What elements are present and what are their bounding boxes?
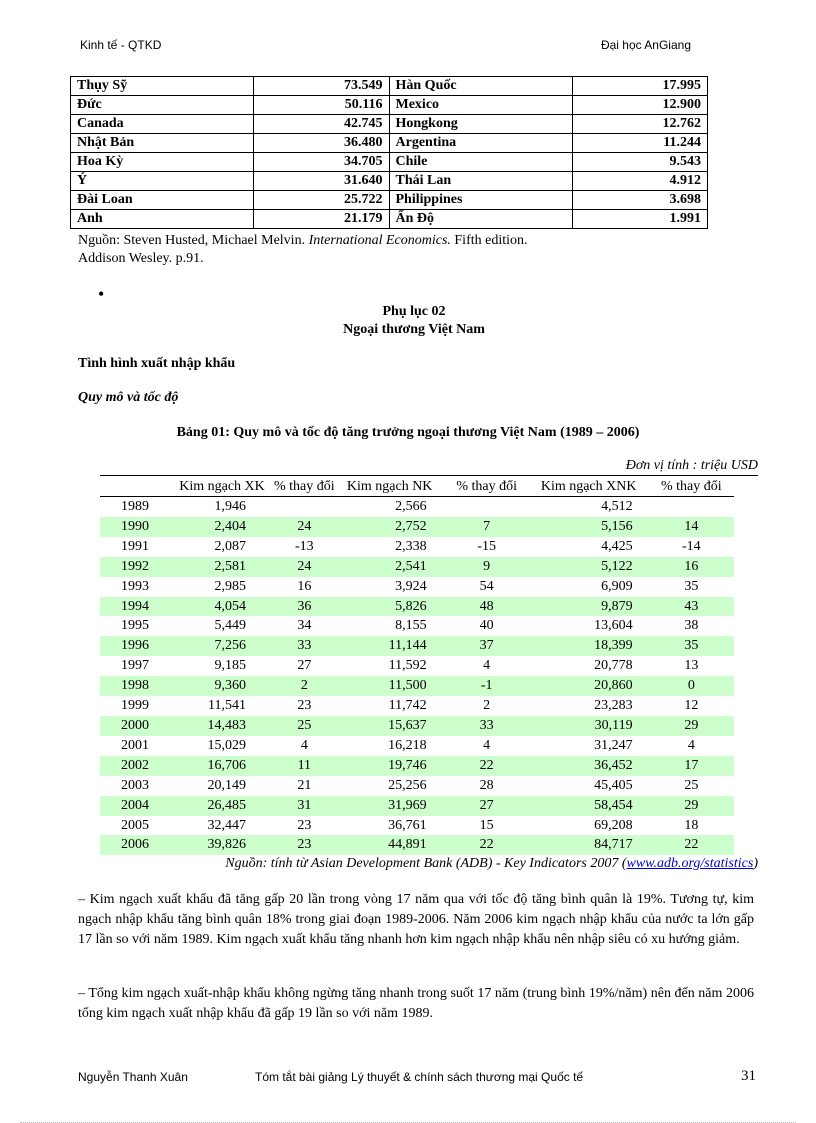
value-cell: 6,909 [601,578,633,594]
source-prefix: Nguồn: Steven Husted, Michael Melvin. [78,233,309,248]
country-cell: Chile [389,153,572,172]
country-cell: Thụy Sỹ [71,77,254,96]
value-cell: 8,155 [395,618,427,634]
value-cell: 29 [649,716,734,736]
value-cell: 11,592 [388,658,427,674]
value-cell: 69,208 [594,817,633,833]
value-cell: 16,706 [170,756,274,776]
country-cell: Argentina [389,134,572,153]
table-row [71,134,708,153]
column-header: Kim ngạch XK [170,478,274,497]
value-cell: 23 [274,835,335,855]
value-cell: 24 [274,517,335,537]
year-cell: 1994 [100,597,170,617]
table-row [100,835,734,855]
value-cell: 29 [649,796,734,816]
value-cell: 23 [297,817,312,833]
table-row [100,696,734,716]
table-row [71,210,708,229]
value-cell [649,497,734,517]
value-cell: 17 [649,756,734,776]
value-cell: 11,500 [335,676,445,696]
header-right: Đại học AnGiang [600,38,691,52]
value-cell: 5,449 [214,618,246,634]
source2-prefix: Nguồn: tính từ Asian Development Bank (ADB) - Key Indicators 2007 ( [225,856,627,871]
value-cell: 20,778 [594,658,633,674]
value-cell: 14,483 [170,716,274,736]
value-cell: 37 [445,636,529,656]
country-cell: Hongkong [389,115,572,134]
paragraph-2: – Tổng kim ngạch xuất-nhập khẩu không ngừng tăng nhanh trong suốt 17 năm (trung bình 19%/năm) nên đến năm 2006 tổng kim ngạch xuất nhập khẩu đã gấp 19 lần so với năm 1989. [78,986,754,1021]
table-row [100,756,734,776]
value-cell: 84,717 [529,835,649,855]
value-cell: 11,541 [208,698,246,714]
value-cell: 16 [297,578,312,594]
page-number: 31 [741,1068,756,1084]
country-table [70,76,708,229]
value-cell: 50.116 [254,96,390,115]
country-cell: Philippines [389,191,572,210]
value-cell: 2,338 [395,538,427,554]
value-cell: 27 [445,796,529,816]
table-row [100,656,734,676]
value-cell: 31,247 [594,737,633,753]
value-cell: 7,256 [170,636,274,656]
value-cell: 31,969 [335,796,445,816]
value-cell: 4 [483,737,491,753]
value-cell [274,497,335,517]
source-note-2 [225,856,758,872]
column-header: % thay đổi [649,478,734,497]
table-row [100,676,734,696]
value-cell: 73.549 [254,77,390,96]
table-row [100,636,734,656]
value-cell: 3,924 [395,578,427,594]
value-cell: 25,256 [388,777,427,793]
paragraph-1: – Kim ngạch xuất khẩu đã tăng gấp 20 lần trong vòng 17 năm qua với tốc độ tăng bình quân là 19%. Tương tự, kim ngạch nhập khẩu tăng bình quân 18% trong giai đoạn 1989-2006. Năm 2006 kim ngạch nhập khẩu của nước ta lớn gấp 17 lần so với năm 1989. Kim ngạch xuất khẩu tăng nhanh hơn kim ngạch nhập khẩu nên nhập siêu có xu hướng giảm. [78,892,754,947]
year-cell: 2003 [121,777,149,793]
table-row [71,153,708,172]
value-cell: 35 [649,636,734,656]
year-cell: 2002 [100,756,170,776]
table-row [100,716,734,736]
value-cell: -15 [477,538,496,554]
value-cell: 12 [684,698,699,714]
trade-table [100,478,734,855]
value-cell: 9 [445,557,529,577]
table-row [100,796,734,816]
column-header: Kim ngạch NK [335,478,445,497]
value-cell: 0 [649,676,734,696]
value-cell: 1,946 [214,499,246,514]
year-cell: 1992 [100,557,170,577]
year-cell: 2004 [100,796,170,816]
value-cell: 25 [684,777,699,793]
value-cell: 2,581 [170,557,274,577]
value-cell: 9,879 [529,597,649,617]
table-row [100,557,734,577]
value-cell: 36 [274,597,335,617]
value-cell: 2,566 [395,499,427,514]
value-cell: 2,404 [170,517,274,537]
value-cell: 2,541 [335,557,445,577]
column-header: % thay đổi [445,478,529,497]
table-row [100,577,734,597]
value-cell: 1.991 [572,210,708,229]
value-cell: 44,891 [335,835,445,855]
country-cell: Thái Lan [389,172,572,191]
value-cell: 11 [274,756,335,776]
table-row [100,517,734,537]
value-cell: 33 [445,716,529,736]
value-cell: 39,826 [170,835,274,855]
value-cell: 40 [479,618,494,634]
value-cell: 12.900 [572,96,708,115]
value-cell: 2,752 [335,517,445,537]
value-cell: 3.698 [572,191,708,210]
value-cell: 20,860 [529,676,649,696]
value-cell: 24 [274,557,335,577]
adb-link[interactable]: www.adb.org/statistics [626,856,754,871]
value-cell: 21.179 [254,210,390,229]
value-cell: 9.543 [572,153,708,172]
value-cell: 31.640 [254,172,390,191]
value-cell: 11,144 [335,636,445,656]
year-cell: 1989 [121,499,149,514]
value-cell: 15,029 [207,737,246,753]
value-cell: 11.244 [572,134,708,153]
value-cell [445,497,529,517]
value-cell: 21 [297,777,312,793]
value-cell: 19,746 [335,756,445,776]
value-cell: 22 [445,835,529,855]
header-left: Kinh tế - QTKD [80,38,162,52]
country-cell: Hoa Kỳ [71,153,254,172]
country-cell: Ý [71,172,254,191]
value-cell: 2 [274,676,335,696]
value-cell: 4 [687,737,695,753]
value-cell: 25 [274,716,335,736]
appendix-title: Phụ lục 02 [382,304,446,319]
value-cell: 18 [684,817,699,833]
country-cell: Anh [71,210,254,229]
divider [100,475,758,476]
year-cell: 2006 [100,835,170,855]
value-cell: 7 [445,517,529,537]
value-cell: 16,218 [388,737,427,753]
table-caption: Bảng 01: Quy mô và tốc độ tăng trưởng ngoại thương Việt Nam (1989 – 2006) [176,425,640,440]
value-cell: 15,637 [335,716,445,736]
source2-suffix: ) [753,856,758,871]
year-cell: 1998 [100,676,170,696]
value-cell: 34 [297,618,312,634]
year-cell: 2000 [100,716,170,736]
table-row [100,776,734,796]
source-note-1 [78,232,618,268]
value-cell: 43 [649,597,734,617]
source-book-title: International Economics. [308,233,451,248]
column-header: Kim ngạch XNK [529,478,649,497]
table-row [100,816,734,836]
value-cell: 23,283 [594,698,633,714]
value-cell: 13 [684,658,699,674]
value-cell: 45,405 [594,777,633,793]
table-row [100,497,734,517]
table-row [100,597,734,617]
value-cell: 36,761 [388,817,427,833]
value-cell: 16 [649,557,734,577]
value-cell: 9,185 [214,658,246,674]
table-row [100,736,734,756]
year-cell: 1996 [100,636,170,656]
table-row [71,96,708,115]
unit-note: Đơn vị tính : triệu USD [625,458,758,473]
footer-author: Nguyễn Thanh Xuân [78,1070,188,1084]
column-header [100,478,170,497]
year-cell: 1993 [121,578,149,594]
table-row [100,537,734,557]
value-cell: 5,122 [529,557,649,577]
section-heading: Tình hình xuất nhập khẩu [78,356,236,371]
table-row [71,115,708,134]
value-cell: 14 [649,517,734,537]
value-cell: 4 [300,737,308,753]
value-cell: 32,447 [207,817,246,833]
year-cell: 2001 [121,737,149,753]
value-cell: 4,512 [601,499,633,514]
value-cell: 15 [479,817,494,833]
year-cell: 1997 [121,658,149,674]
country-cell: Ấn Độ [389,210,572,229]
value-cell: 4,054 [170,597,274,617]
value-cell: 31 [274,796,335,816]
value-cell: 17.995 [572,77,708,96]
source-suffix: Fifth edition. [450,233,528,248]
value-cell: -1 [445,676,529,696]
value-cell: 36,452 [529,756,649,776]
value-cell: 4.912 [572,172,708,191]
value-cell: 35 [684,578,699,594]
table-row [71,77,708,96]
year-cell: 1999 [121,698,149,714]
value-cell: 5,156 [529,517,649,537]
value-cell: 13,604 [594,618,633,634]
bullet-mark: • [98,284,105,304]
footer-course: Tóm tắt bài giảng Lý thuyết & chính sách thương mại Quốc tế [255,1070,584,1084]
value-cell: 23 [297,698,312,714]
value-cell: 26,485 [170,796,274,816]
country-cell: Đài Loan [71,191,254,210]
value-cell: 54 [479,578,494,594]
year-cell: 1995 [121,618,149,634]
value-cell: 2,985 [214,578,246,594]
source-line2: Addison Wesley. p.91. [78,251,204,266]
table-row [71,172,708,191]
value-cell: 27 [297,658,312,674]
value-cell: 48 [445,597,529,617]
value-cell: 4 [483,658,491,674]
table-row [71,191,708,210]
value-cell: 36.480 [254,134,390,153]
country-cell: Nhật Bản [71,134,254,153]
value-cell: 5,826 [335,597,445,617]
value-cell: 34.705 [254,153,390,172]
country-cell: Mexico [389,96,572,115]
country-cell: Hàn Quốc [389,77,572,96]
value-cell: 2 [483,698,491,714]
year-cell: 1991 [121,538,149,554]
country-cell: Canada [71,115,254,134]
country-cell: Đức [71,96,254,115]
value-cell: -13 [294,538,314,554]
year-cell: 2005 [121,817,149,833]
value-cell: 20,149 [207,777,246,793]
value-cell: 22 [649,835,734,855]
value-cell: -14 [681,538,701,554]
value-cell: 58,454 [529,796,649,816]
value-cell: 33 [274,636,335,656]
value-cell: 9,360 [170,676,274,696]
value-cell: 28 [479,777,494,793]
value-cell: 30,119 [529,716,649,736]
value-cell: 11,742 [388,698,427,714]
column-header: % thay đổi [274,478,335,497]
value-cell: 42.745 [254,115,390,134]
table-row [100,616,734,636]
value-cell: 25.722 [254,191,390,210]
value-cell: 12.762 [572,115,708,134]
subsection-heading: Quy mô và tốc độ [78,390,179,405]
value-cell: 18,399 [529,636,649,656]
value-cell: 38 [684,618,699,634]
year-cell: 1990 [100,517,170,537]
value-cell: 2,087 [214,538,246,554]
appendix-subtitle: Ngoại thương Việt Nam [343,322,485,337]
value-cell: 22 [445,756,529,776]
value-cell: 4,425 [601,538,633,554]
